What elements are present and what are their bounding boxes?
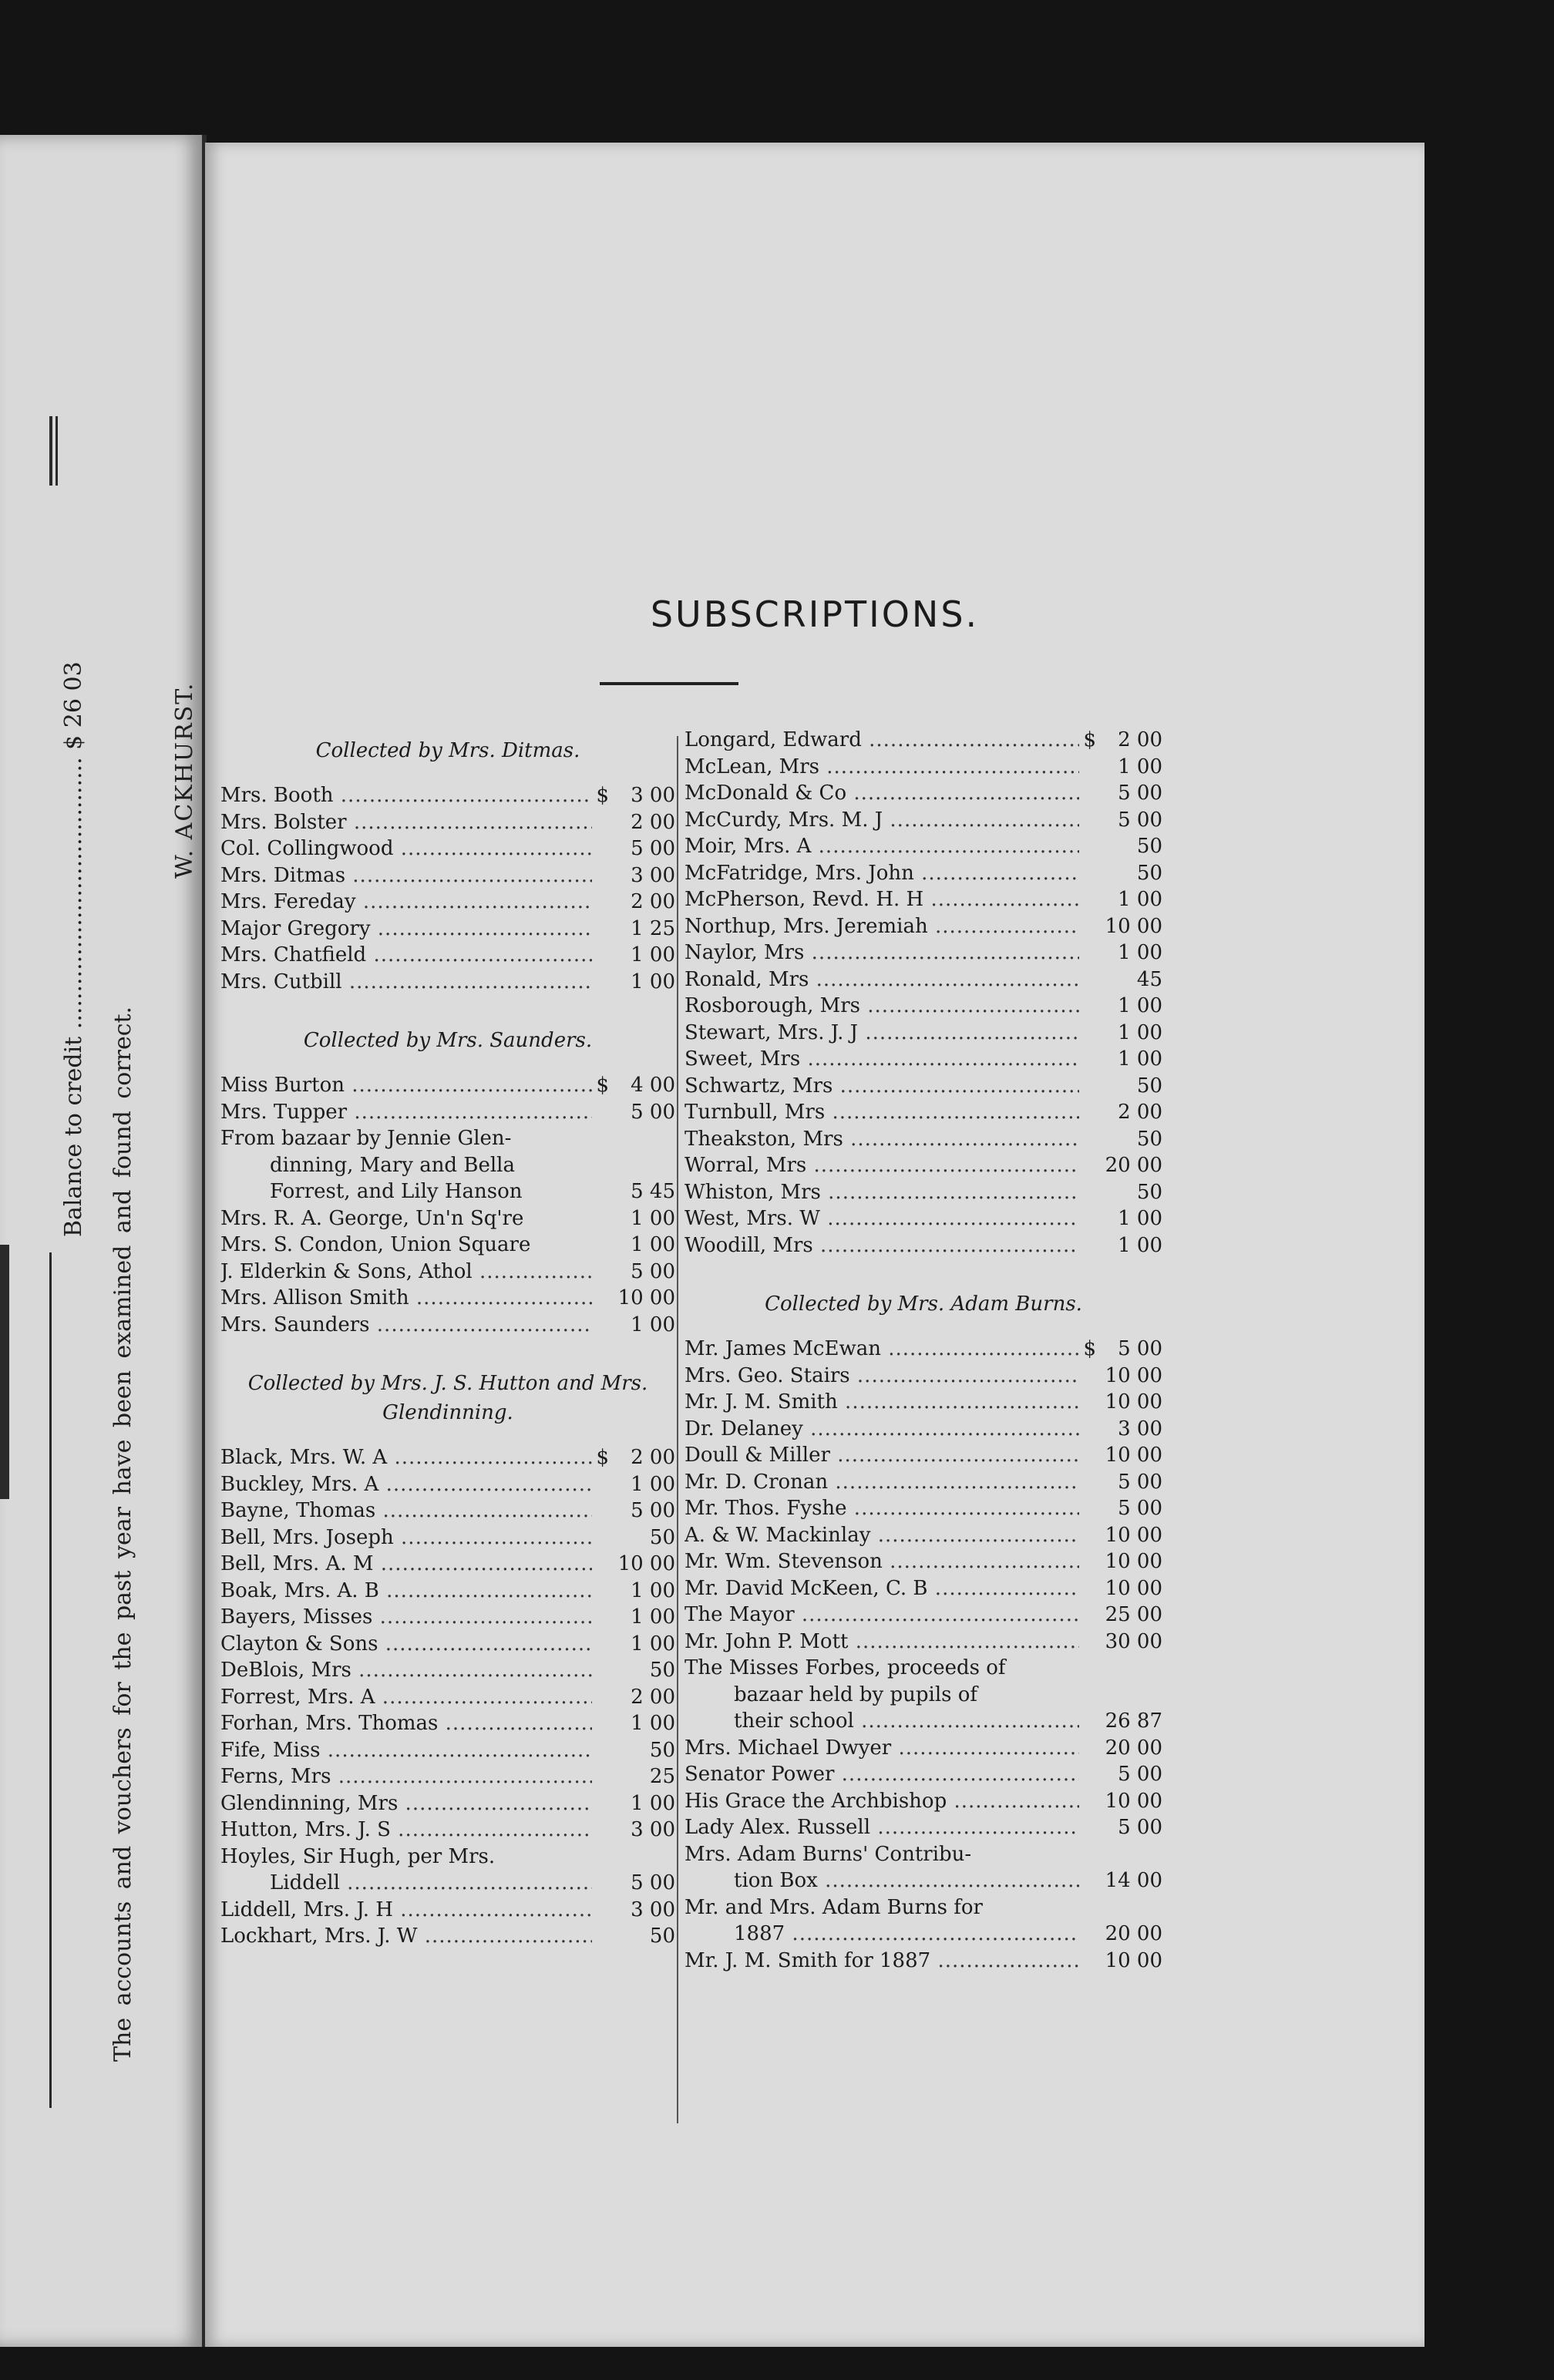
subscription-amount: 2 00 [631, 1685, 675, 1709]
subscription-entry [220, 889, 675, 916]
subscriber-name: Bayers, Misses ..... [220, 1604, 592, 1631]
subscriber-name: Longard, Edward ..... [684, 727, 1079, 754]
subscriber-name: Buckley, Mrs. A ..... [220, 1471, 592, 1498]
subscription-amount: 14 00 [1105, 1869, 1162, 1892]
subscription-amount: 1 00 [1118, 941, 1162, 964]
subscription-amount: 26 87 [1105, 1709, 1162, 1733]
subscription-entry [220, 942, 675, 969]
subscription-entry [684, 1682, 1162, 1709]
subscriber-name: Mrs. Adam Burns' Contribu- [684, 1842, 972, 1866]
subscription-amount: 1 00 [631, 1632, 675, 1656]
subscription-entry [684, 1788, 1162, 1815]
subscription-amount: 2 00 [1118, 1101, 1162, 1124]
subscription-entry [220, 1578, 675, 1605]
subscription-entry [684, 1735, 1162, 1762]
subscription-entry [220, 1178, 675, 1205]
subscriber-name: Northup, Mrs. Jeremiah ..... [684, 913, 1079, 940]
subscription-entry [684, 1921, 1162, 1948]
subscription-amount: 10 00 [1105, 1523, 1162, 1547]
subscriber-name: Lady Alex. Russell ..... [684, 1814, 1079, 1841]
subscription-amount: 1 00 [631, 970, 675, 993]
subscription-entry [684, 807, 1162, 834]
subscriber-name: Hutton, Mrs. J. S ..... [220, 1817, 592, 1844]
subscriber-name: Liddell, Mrs. J. H ..... [220, 1897, 592, 1924]
subscription-amount: 1 00 [1118, 1207, 1162, 1230]
subscriber-name: Mr. Wm. Stevenson ..... [684, 1548, 1079, 1575]
subscription-entry [684, 1814, 1162, 1841]
subscription-entry [684, 860, 1162, 887]
subscription-entry [684, 1073, 1162, 1100]
subscription-amount: 1 00 [631, 1791, 675, 1815]
column-divider [677, 736, 678, 2123]
subscription-entry [684, 754, 1162, 781]
subscription-amount: 50 [1136, 1074, 1162, 1098]
subscription-amount: 20 00 [1105, 1922, 1162, 1945]
subscription-amount: 5 00 [631, 1259, 675, 1283]
subscription-amount: 5 00 [1118, 1497, 1162, 1520]
subscriber-name: Mrs. S. Condon, Union Square [220, 1233, 531, 1256]
subscriber-name: Ronald, Mrs ..... [684, 966, 1079, 993]
side-bar [0, 1245, 9, 1499]
subscriber-name: Mr. John P. Mott ..... [684, 1629, 1079, 1656]
subscription-entry [684, 1708, 1162, 1735]
subscriber-name: Woodill, Mrs ..... [684, 1232, 1079, 1259]
subscription-amount: 1 00 [1118, 1047, 1162, 1071]
subscription-amount: 1 00 [631, 1233, 675, 1256]
dollar-sign: $ [1083, 1337, 1096, 1360]
subscription-entry [220, 1152, 675, 1179]
section-heading: Collected by Mrs. J. S. Hutton and Mrs. Glendinning. [247, 1372, 648, 1424]
subscriber-name: bazaar held by pupils of [734, 1682, 978, 1706]
subscription-amount: 50 [649, 1659, 675, 1682]
subscription-amount: 5 45 [631, 1180, 675, 1203]
subscriber-name: Miss Burton ..... [220, 1072, 592, 1099]
subscriber-name: Col. Collingwood ..... [220, 835, 592, 862]
subscription-entry [220, 916, 675, 943]
subscriber-name: Mrs. Tupper ..... [220, 1099, 592, 1126]
subscription-amount: 4 00 [631, 1074, 675, 1097]
subscriber-name: Mr. J. M. Smith for 1887 ..... [684, 1948, 1079, 1975]
subscriber-name: Mrs. Allison Smith ..... [220, 1285, 592, 1312]
subscriber-name: J. Elderkin & Sons, Athol ..... [220, 1259, 592, 1286]
subscription-entry [684, 1761, 1162, 1788]
subscription-entry [220, 1631, 675, 1658]
subscriber-name: Bell, Mrs. Joseph ..... [220, 1524, 592, 1551]
subscription-entry [684, 727, 1162, 754]
dollar-sign: $ [596, 1446, 609, 1469]
subscription-amount: 10 00 [1105, 914, 1162, 938]
subscription-amount: 3 00 [631, 784, 675, 807]
subscription-entry [220, 782, 675, 809]
subscription-entry [220, 862, 675, 889]
dollar-sign: $ [596, 784, 609, 807]
subscriber-name: Moir, Mrs. A ..... [684, 833, 1079, 860]
subscription-entry [684, 1655, 1162, 1682]
subscription-amount: 10 00 [617, 1552, 675, 1575]
subscriber-name: Mr. J. M. Smith ..... [684, 1389, 1079, 1416]
subscriber-name: Turnbull, Mrs ..... [684, 1099, 1079, 1126]
subscription-entry [220, 1790, 675, 1817]
vertical-rule [49, 1252, 52, 2108]
section-heading: Collected by Mrs. Ditmas. [315, 739, 580, 762]
subscriber-name: Mrs. Saunders ..... [220, 1312, 592, 1339]
subscriber-name: Mrs. Chatfield ..... [220, 942, 592, 969]
subscriber-name: Mr. Thos. Fyshe ..... [684, 1495, 1079, 1522]
subscriber-name: Mrs. Geo. Stairs ..... [684, 1363, 1079, 1390]
subscriber-name: tion Box ..... [684, 1867, 1079, 1894]
subscription-entry [684, 1948, 1162, 1975]
balance-amount: $ 26 03 [60, 661, 87, 750]
subscription-amount: 2 00 [631, 810, 675, 834]
subscription-entry [220, 1844, 675, 1871]
subscription-entry [684, 1442, 1162, 1469]
subscriber-name: From bazaar by Jennie Glen- [220, 1127, 512, 1150]
subscription-amount: 2 00 [631, 890, 675, 913]
subscription-entry [684, 1416, 1162, 1443]
subscriber-name: Rosborough, Mrs ..... [684, 993, 1079, 1020]
subscriber-name: McDonald & Co ..... [684, 780, 1079, 807]
subscription-entry [684, 1232, 1162, 1259]
subscription-amount: 1 00 [1118, 888, 1162, 911]
subscription-entry [220, 1498, 675, 1524]
subscription-amount: 50 [649, 1738, 675, 1762]
subscription-amount: 3 00 [631, 863, 675, 887]
subscriber-name: Fife, Miss ..... [220, 1737, 592, 1764]
subscriber-name: Mr. D. Cronan ..... [684, 1469, 1079, 1496]
subscription-amount: 1 00 [631, 1605, 675, 1629]
subscription-amount: 5 00 [631, 1871, 675, 1894]
subscription-entry [684, 1575, 1162, 1602]
subscriber-name: DeBlois, Mrs ..... [220, 1657, 592, 1684]
subscriber-name: 1887 ..... [684, 1921, 1079, 1948]
subscriber-name: Black, Mrs. W. A ..... [220, 1444, 592, 1471]
subscription-entry [684, 993, 1162, 1020]
subscription-entry [684, 940, 1162, 966]
subscription-amount: 50 [649, 1925, 675, 1948]
subscription-amount: 5 00 [1118, 1470, 1162, 1494]
subscriber-name: Boak, Mrs. A. B ..... [220, 1578, 592, 1605]
subscription-amount: 25 [649, 1765, 675, 1788]
subscription-amount: 10 00 [617, 1286, 675, 1309]
subscription-entry [684, 1363, 1162, 1390]
subscription-amount: 2 00 [1118, 728, 1162, 751]
subscription-entry [220, 1285, 675, 1312]
subscription-amount: 10 00 [1105, 1363, 1162, 1387]
subscriber-name: His Grace the Archbishop ..... [684, 1788, 1079, 1815]
subscription-amount: 10 00 [1105, 1576, 1162, 1600]
subscription-amount: 5 00 [631, 1499, 675, 1522]
subscription-entry [220, 1763, 675, 1790]
subscriber-name: Mr. David McKeen, C. B ..... [684, 1575, 1079, 1602]
subscription-amount: 1 00 [631, 1472, 675, 1496]
subscription-entry [220, 1684, 675, 1711]
subscriber-name: Mrs. Fereday ..... [220, 889, 592, 916]
subscription-entry [684, 1099, 1162, 1126]
subscription-amount: 1 00 [1118, 1233, 1162, 1257]
subscription-entry [220, 809, 675, 836]
section-heading: Collected by Mrs. Saunders. [303, 1029, 593, 1052]
subscriber-name: Forrest, and Lily Hanson [270, 1180, 523, 1203]
subscription-entry [220, 969, 675, 996]
subscription-entry [684, 1179, 1162, 1206]
subscriber-name: A. & W. Mackinlay ..... [684, 1522, 1079, 1549]
subscriber-name: Ferns, Mrs ..... [220, 1763, 592, 1790]
subscription-amount: 5 00 [1118, 1337, 1162, 1360]
subscriber-name: Liddell ..... [220, 1870, 592, 1897]
subscription-entry [684, 1205, 1162, 1232]
subscription-amount: 45 [1136, 967, 1162, 991]
subscription-entry [220, 1604, 675, 1631]
dollar-sign: $ [1083, 728, 1096, 751]
subscription-amount: 10 00 [1105, 1444, 1162, 1467]
subscription-entry [684, 1841, 1162, 1868]
page-title: SUBSCRIPTIONS. [650, 593, 980, 635]
subscription-amount: 10 00 [1105, 1550, 1162, 1573]
subscriber-name: Mrs. Booth ..... [220, 782, 592, 809]
subscription-entry [684, 1629, 1162, 1656]
subscription-entry [220, 1657, 675, 1684]
subscriber-name: Lockhart, Mrs. J. W ..... [220, 1923, 592, 1950]
title-rule [600, 682, 738, 685]
subscription-amount: 1 00 [631, 1206, 675, 1230]
subscription-amount: 25 00 [1105, 1603, 1162, 1626]
subscription-entry [220, 1125, 675, 1152]
subscriber-name: Bayne, Thomas ..... [220, 1498, 592, 1524]
subscription-amount: 50 [1136, 835, 1162, 858]
subscriber-name: Mrs. Ditmas ..... [220, 862, 592, 889]
subscriber-name: Bell, Mrs. A. M ..... [220, 1551, 592, 1578]
subscriber-name: Stewart, Mrs. J. J ..... [684, 1020, 1079, 1047]
subscription-amount: 1 00 [1118, 1020, 1162, 1044]
subscription-entry [684, 780, 1162, 807]
subscription-entry [220, 1524, 675, 1551]
subscription-amount: 5 00 [1118, 808, 1162, 832]
subscription-entry [684, 1152, 1162, 1179]
subscription-amount: 1 00 [631, 943, 675, 966]
subscription-entry [220, 1232, 675, 1259]
subscription-amount: 1 00 [1118, 755, 1162, 778]
subscriber-name: Doull & Miller ..... [684, 1442, 1079, 1469]
subscription-entry [220, 1710, 675, 1737]
subscription-entry [684, 1126, 1162, 1153]
subscription-amount: 1 00 [631, 1578, 675, 1602]
subscriber-name: McCurdy, Mrs. M. J ..... [684, 807, 1079, 834]
subscription-amount: 10 00 [1105, 1948, 1162, 1972]
subscription-entry [220, 1444, 675, 1471]
subscription-entry [684, 1548, 1162, 1575]
subscription-amount: 30 00 [1105, 1629, 1162, 1653]
subscriber-name: West, Mrs. W ..... [684, 1205, 1079, 1232]
subscription-entry [684, 833, 1162, 860]
subscription-amount: 50 [1136, 1127, 1162, 1151]
subscription-amount: 1 00 [631, 1712, 675, 1735]
subscription-entry [220, 1205, 675, 1232]
subscriber-name: The Misses Forbes, proceeds of [684, 1656, 1006, 1679]
double-rule-top-b [56, 416, 58, 486]
subscription-amount: 1 25 [631, 916, 675, 940]
subscriber-name: McLean, Mrs ..... [684, 754, 1079, 781]
right-column [684, 727, 1162, 1974]
previous-page-strip [0, 135, 207, 2347]
left-column [220, 736, 675, 1950]
subscription-entry [220, 1737, 675, 1764]
subscriber-name: McFatridge, Mrs. John ..... [684, 860, 1079, 887]
double-rule-top [49, 416, 52, 486]
subscription-amount: 5 00 [1118, 1816, 1162, 1839]
balance-label: Balance to credit [60, 1036, 87, 1237]
subscriber-name: Clayton & Sons ..... [220, 1631, 592, 1658]
subscription-entry [684, 1469, 1162, 1496]
subscriber-name: The Mayor ..... [684, 1602, 1079, 1629]
subscription-amount: 5 00 [1118, 782, 1162, 805]
subscriber-name: Forhan, Mrs. Thomas ..... [220, 1710, 592, 1737]
subscription-entry [220, 1817, 675, 1844]
subscription-entry [220, 1897, 675, 1924]
subscriber-name: Mr. and Mrs. Adam Burns for [684, 1895, 983, 1919]
subscription-entry [684, 1602, 1162, 1629]
subscriber-name: McPherson, Revd. H. H ..... [684, 886, 1079, 913]
subscriber-name: Mrs. Cutbill ..... [220, 969, 592, 996]
subscriber-name: their school ..... [684, 1708, 1079, 1735]
subscription-amount: 5 00 [1118, 1763, 1162, 1786]
subscription-entry [684, 1020, 1162, 1047]
subscriber-name: Worral, Mrs ..... [684, 1152, 1079, 1179]
subscriber-name: Mrs. Bolster ..... [220, 809, 592, 836]
section-heading: Collected by Mrs. Adam Burns. [765, 1293, 1082, 1316]
subscription-entry [220, 1923, 675, 1950]
subscription-entry [684, 1894, 1162, 1921]
subscription-entry [684, 1495, 1162, 1522]
subscription-amount: 1 00 [1118, 994, 1162, 1017]
subscription-entry [684, 966, 1162, 993]
subscriber-name: Mrs. Michael Dwyer ..... [684, 1735, 1079, 1762]
subscription-entry [684, 1046, 1162, 1073]
subscription-entry [220, 1099, 675, 1126]
subscription-amount: 50 [1136, 861, 1162, 885]
subscription-entry [220, 1072, 675, 1099]
subscription-amount: 50 [649, 1525, 675, 1549]
subscriber-name: Major Gregory ..... [220, 916, 592, 943]
subscriber-name: Mrs. R. A. George, Un'n Sq're [220, 1206, 524, 1230]
subscription-amount: 20 00 [1105, 1736, 1162, 1760]
subscription-amount: 50 [1136, 1180, 1162, 1204]
subscriber-name: Whiston, Mrs ..... [684, 1179, 1079, 1206]
subscription-entry [220, 1259, 675, 1286]
subscriber-name: Naylor, Mrs ..... [684, 940, 1079, 966]
subscriber-name: Sweet, Mrs ..... [684, 1046, 1079, 1073]
subscription-entry [684, 913, 1162, 940]
subscription-amount: 3 00 [631, 1898, 675, 1921]
subscriber-name: Mr. James McEwan ..... [684, 1336, 1079, 1363]
subscriber-name: Glendinning, Mrs ..... [220, 1790, 592, 1817]
subscriber-name: Dr. Delaney ..... [684, 1416, 1079, 1443]
subscriber-name: Schwartz, Mrs ..... [684, 1073, 1079, 1100]
subscription-entry [684, 1336, 1162, 1363]
accounts-statement: The accounts and vouchers for the past year have been examined and found correct. [109, 1006, 136, 2062]
subscription-entry [220, 1870, 675, 1897]
subscription-amount: 20 00 [1105, 1154, 1162, 1177]
subscriber-name: Hoyles, Sir Hugh, per Mrs. [220, 1844, 496, 1868]
subscription-amount: 5 00 [631, 1100, 675, 1124]
subscription-entry [684, 1867, 1162, 1894]
subscription-amount: 10 00 [1105, 1390, 1162, 1414]
subscription-amount: 2 00 [631, 1446, 675, 1469]
subscriber-name: dinning, Mary and Bella [270, 1153, 515, 1177]
subscription-amount: 3 00 [631, 1818, 675, 1841]
subscription-entry [684, 1522, 1162, 1549]
subscription-entry [220, 835, 675, 862]
dollar-sign: $ [596, 1074, 609, 1097]
subscriptions-page [205, 143, 1424, 2347]
subscriber-name: Forrest, Mrs. A ..... [220, 1684, 592, 1711]
balance-line: Balance to credit ..................................... $ 26 03 [60, 661, 87, 1237]
subscription-amount: 3 00 [1118, 1417, 1162, 1440]
subscription-entry [220, 1312, 675, 1339]
subscriber-name: Theakston, Mrs ..... [684, 1126, 1079, 1153]
subscription-entry [684, 886, 1162, 913]
subscription-amount: 1 00 [631, 1313, 675, 1336]
subscriber-name: Senator Power ..... [684, 1761, 1079, 1788]
subscription-entry [220, 1471, 675, 1498]
subscription-amount: 10 00 [1105, 1789, 1162, 1813]
subscription-entry [220, 1551, 675, 1578]
auditor-signature: W. ACKHURST. [171, 681, 198, 879]
subscription-amount: 5 00 [631, 837, 675, 860]
subscription-entry [684, 1389, 1162, 1416]
